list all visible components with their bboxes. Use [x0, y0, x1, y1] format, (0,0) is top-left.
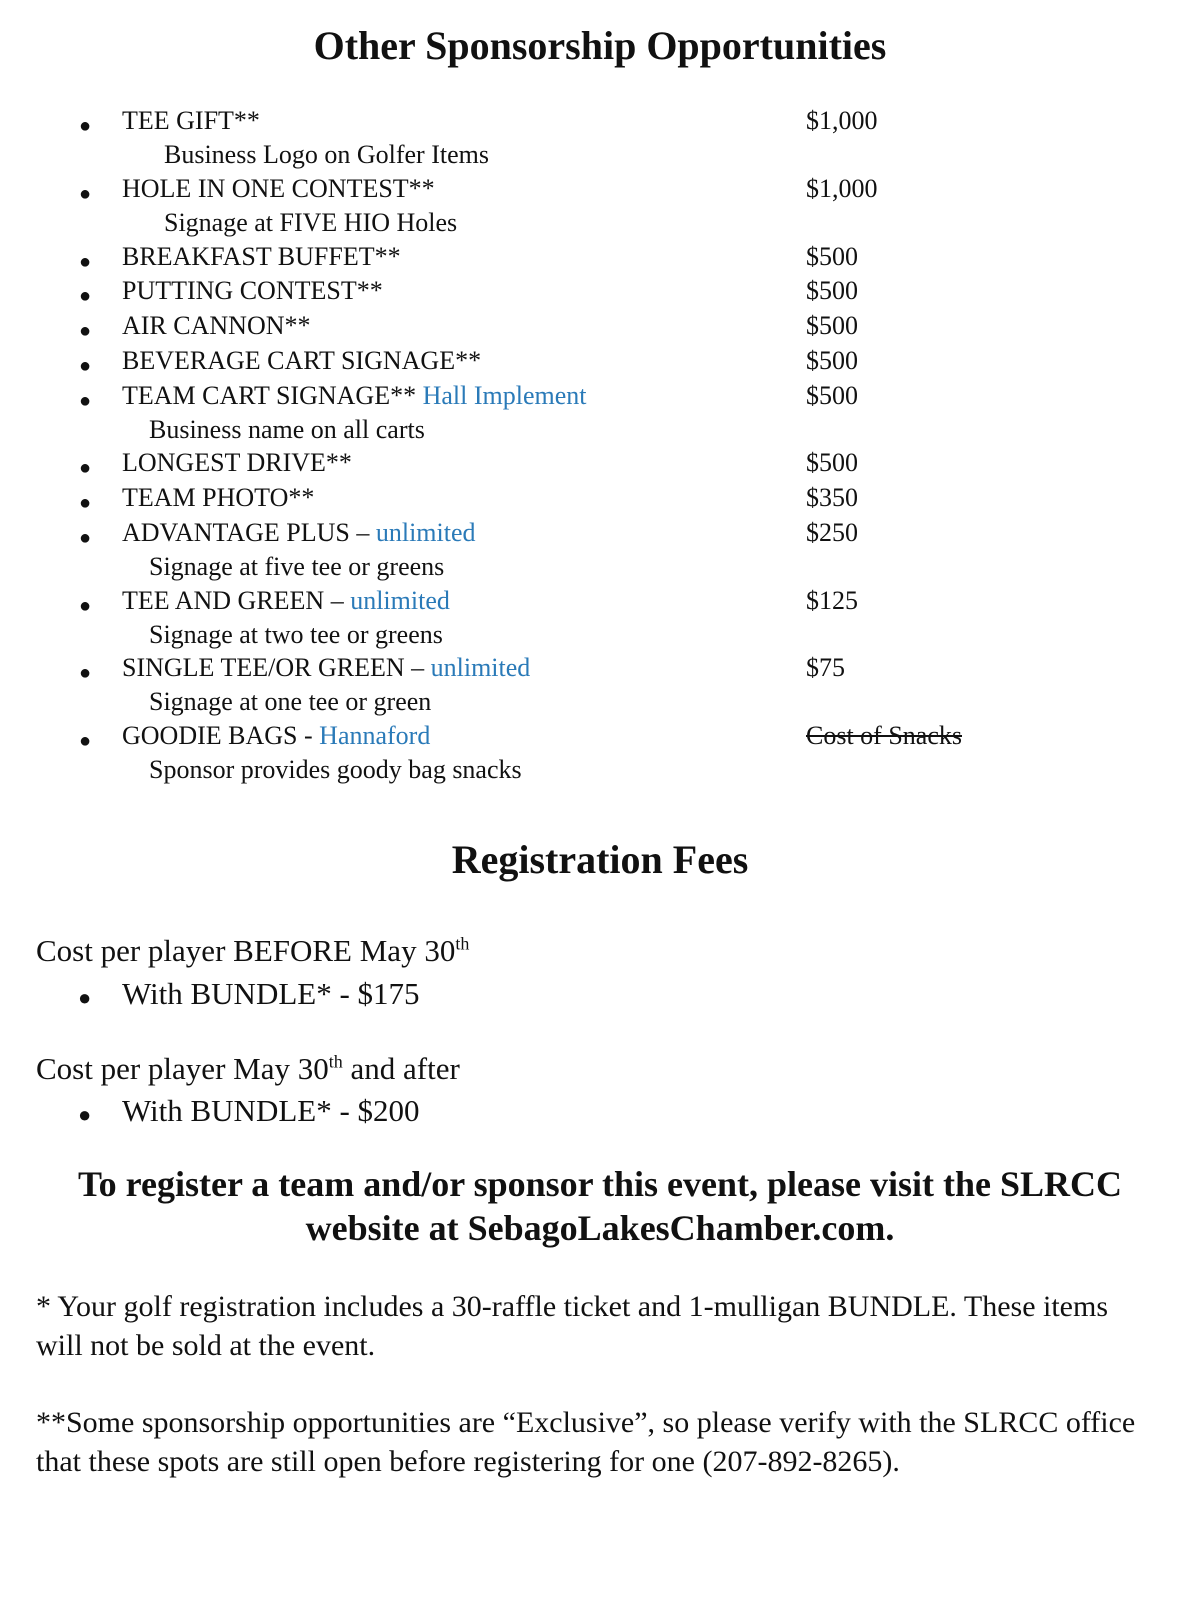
item-label: TEE AND GREEN: [122, 586, 325, 615]
bullet-icon: ●: [78, 251, 92, 273]
bullet-icon: ●: [78, 527, 92, 549]
item-label-line: [122, 586, 450, 616]
item-description: Signage at FIVE HIO Holes: [164, 208, 458, 237]
registration-after-heading: Cost per player May 30th and after: [36, 1051, 460, 1086]
item-description: Signage at five tee or greens: [149, 552, 445, 581]
bundle-footnote: * Your golf registration includes a 30-raffle ticket and 1-mulligan BUNDLE. These items will not be sold at the event.: [36, 1290, 1109, 1362]
item-label-line: [122, 381, 586, 411]
registration-before-heading: Cost per player BEFORE May 30th: [36, 933, 470, 968]
ordinal-suffix: th: [455, 933, 470, 954]
item-price: $500: [806, 381, 858, 410]
item-description: Signage at two tee or greens: [149, 620, 443, 649]
item-separator: -: [304, 721, 313, 750]
item-label: HOLE IN ONE CONTEST**: [122, 174, 435, 203]
item-price-struck: Cost of Snacks: [806, 721, 962, 750]
item-separator: –: [356, 518, 370, 547]
item-label: ADVANTAGE PLUS: [122, 518, 350, 547]
bullet-icon: ●: [78, 320, 92, 342]
item-sponsor-note: Hall Implement: [422, 381, 587, 410]
exclusive-footnote: **Some sponsorship opportunities are “Exclusive”, so please verify with the SLRCC office that these spots are still open before registering for one (207-892-8265).: [36, 1406, 1136, 1478]
bullet-icon: ●: [78, 730, 92, 752]
item-label: TEAM PHOTO**: [122, 483, 315, 512]
item-sponsor-note: unlimited: [375, 518, 476, 547]
item-separator: –: [330, 586, 344, 615]
item-sponsor-note: unlimited: [350, 586, 450, 615]
bullet-icon: ●: [78, 457, 92, 479]
item-sponsor-note: Hannaford: [319, 721, 431, 750]
bullet-icon: ●: [78, 1102, 92, 1127]
item-price: $500: [806, 448, 858, 477]
item-description: Signage at one tee or green: [149, 687, 432, 716]
item-price: $500: [806, 276, 858, 305]
registration-after-price: With BUNDLE* - $200: [122, 1093, 420, 1128]
item-label: PUTTING CONTEST**: [122, 276, 383, 305]
bullet-icon: ●: [78, 595, 92, 617]
item-price: $75: [806, 653, 845, 682]
item-label: SINGLE TEE/OR GREEN: [122, 653, 405, 682]
item-price: $125: [806, 586, 858, 615]
bullet-icon: ●: [78, 183, 92, 205]
item-price: $500: [806, 311, 858, 340]
bullet-icon: ●: [78, 115, 92, 137]
item-price: $500: [806, 346, 858, 375]
registration-title: Registration Fees: [451, 837, 749, 882]
item-label-line: [122, 653, 530, 683]
bullet-icon: ●: [78, 985, 92, 1010]
item-price: $500: [806, 242, 858, 271]
item-label: BEVERAGE CART SIGNAGE**: [122, 346, 482, 375]
item-description: Business name on all carts: [149, 415, 425, 444]
item-price: $350: [806, 483, 858, 512]
bullet-icon: ●: [78, 662, 92, 684]
item-label: TEE GIFT**: [122, 106, 260, 135]
item-label-line: [122, 518, 476, 548]
item-separator: –: [411, 653, 425, 682]
cta-line-2: website at SebagoLakesChamber.com.: [305, 1208, 895, 1248]
registration-before-price: With BUNDLE* - $175: [122, 976, 420, 1011]
item-label: TEAM CART SIGNAGE**: [122, 381, 417, 410]
item-price: $1,000: [806, 106, 878, 135]
item-description: Business Logo on Golfer Items: [164, 140, 489, 169]
item-label: GOODIE BAGS: [122, 721, 298, 750]
item-label: BREAKFAST BUFFET**: [122, 242, 401, 271]
item-sponsor-note: unlimited: [430, 653, 531, 682]
bullet-icon: ●: [78, 285, 92, 307]
item-label: AIR CANNON**: [122, 311, 311, 340]
item-price: $1,000: [806, 174, 878, 203]
bullet-icon: ●: [78, 390, 92, 412]
ordinal-suffix: th: [328, 1051, 343, 1072]
cta-line-1: To register a team and/or sponsor this event, please visit the SLRCC: [77, 1164, 1123, 1204]
item-price: $250: [806, 518, 858, 547]
item-description: Sponsor provides goody bag snacks: [149, 755, 522, 784]
item-label-line: [122, 721, 430, 751]
bullet-icon: ●: [78, 355, 92, 377]
bullet-icon: ●: [78, 492, 92, 514]
sponsorship-title: Other Sponsorship Opportunities: [313, 23, 887, 68]
item-label: LONGEST DRIVE**: [122, 448, 352, 477]
